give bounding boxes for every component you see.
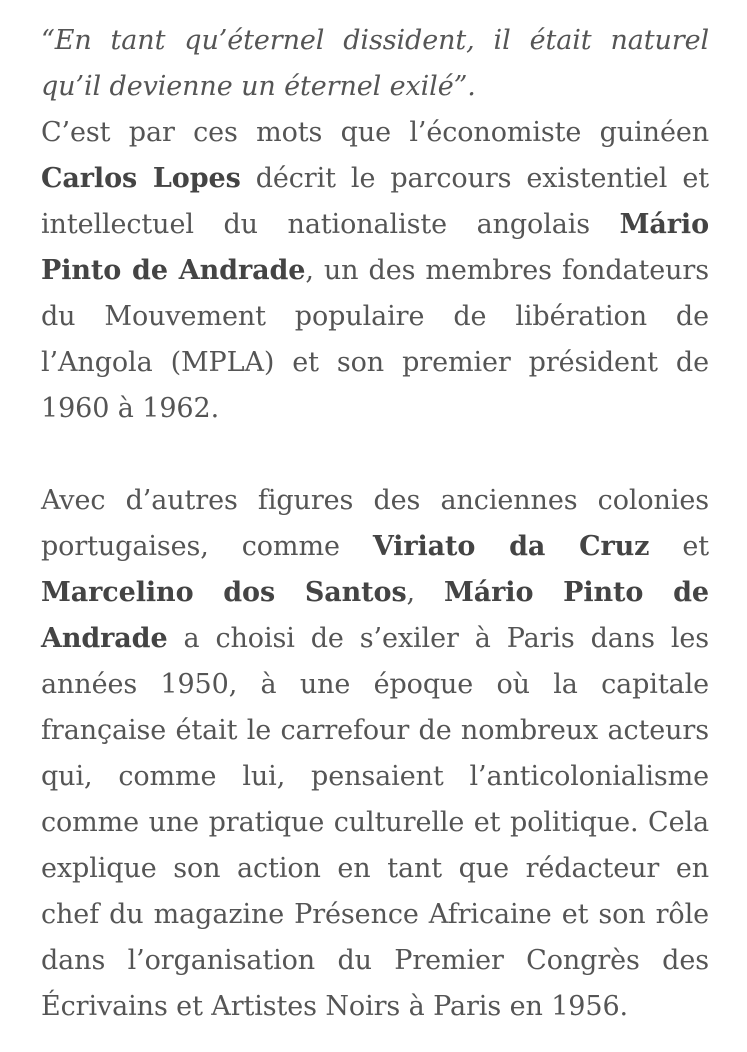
- paragraph-2-text-3: ,: [406, 577, 444, 608]
- article-body: [41, 18, 709, 1030]
- paragraph-2-text-1: Avec d’autres figures des anciennes colonies portugaises, comme: [41, 485, 709, 562]
- name-mario-pinto-de-andrade-2: Mário Pinto de Andrade: [41, 577, 709, 654]
- paragraph-2-text-2: et: [649, 531, 709, 562]
- name-marcelino-dos-santos: Marcelino dos Santos: [41, 577, 407, 608]
- paragraph-1-text-2: décrit le parcours existentiel et intellectuel du nationaliste angolais: [41, 163, 709, 240]
- name-mario-pinto-de-andrade: Mário Pinto de Andrade: [41, 209, 709, 286]
- opening-quote: “En tant qu’éternel dissident, il était naturel qu’il devienne un éternel exilé”.: [41, 25, 709, 102]
- paragraph-spacer: [41, 432, 709, 478]
- name-viriato-da-cruz: Viriato da Cruz: [372, 531, 650, 562]
- paragraph-1: [41, 110, 709, 432]
- paragraph-2-text-4: a choisi de s’exiler à Paris dans les années 1950, à une époque où la capitale française était le carrefour de nombreux acteurs qui, comme lui, pensaient l’anticolonialisme comme une pratique culturelle et politique. Cela explique son action en tant que rédacteur en chef du magazine Présence Africaine et son rôle dans l’organisation du Premier Congrès des Écrivains et Artistes Noirs à Paris en 1956.: [41, 623, 709, 1022]
- paragraph-1-text-3: , un des membres fondateurs du Mouvement populaire de libération de l’Angola (MPLA) et son premier président de 1960 à 1962.: [41, 255, 709, 424]
- paragraph-2: [41, 478, 709, 1030]
- paragraph-1-text-1: C’est par ces mots que l’économiste guinéen: [41, 117, 709, 148]
- name-carlos-lopes: Carlos Lopes: [41, 163, 241, 194]
